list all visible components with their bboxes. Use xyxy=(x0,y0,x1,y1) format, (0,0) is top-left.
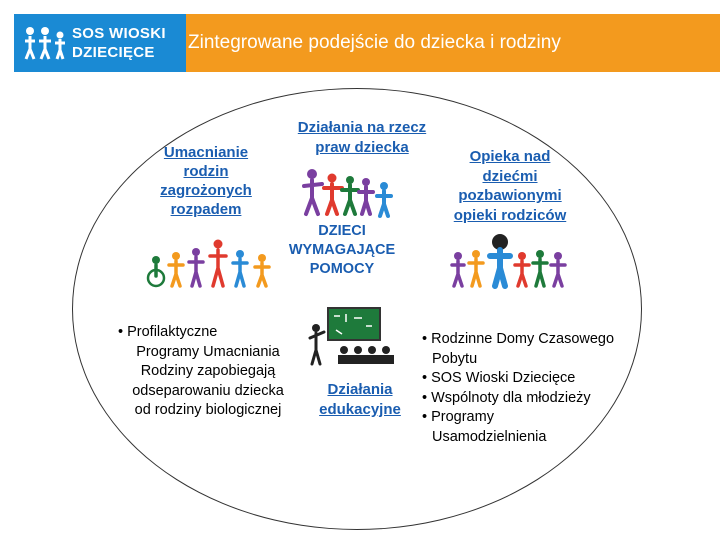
label-dzialania-edukacyjne: Działania edukacyjne xyxy=(319,381,401,418)
label-opieka-nad-dziecmi: Opieka nad dziećmi pozbawionymi opieki rodziców xyxy=(453,148,567,224)
logo-text-line2: DZIECIĘCE xyxy=(72,44,155,61)
page-title: Zintegrowane podejście do dziecka i rodziny xyxy=(188,32,561,53)
family-group-left-illustration xyxy=(148,238,274,288)
right-list-formy-opieki: • Rodzinne Domy Czasowego Pobytu • SOS Wioski Dziecięce • Wspólnoty dla młodzieży • Programy Usamodzielnienia xyxy=(422,331,615,445)
children-group-right-illustration xyxy=(450,232,568,288)
logo-text-line1: SOS WIOSKI xyxy=(72,25,166,42)
left-list-profilaktyczne: • Profilaktyczne Programy Umacniania Rodziny zapobiegają odseparowaniu dziecka od rodziny biologicznej xyxy=(118,324,284,418)
sos-logo xyxy=(14,14,186,72)
children-group-center-illustration xyxy=(300,168,400,220)
classroom-blackboard-illustration xyxy=(306,306,404,368)
label-dzieci-wymagajace-pomocy: DZIECI WYMAGAJĄCE POMOCY xyxy=(288,223,396,277)
label-prawa-dziecka: Działania na rzecz praw dziecka xyxy=(297,119,427,156)
label-umacnianie-rodzin: Umacnianie rodzin zagrożonych rozpadem xyxy=(160,144,252,218)
family-logo-icon xyxy=(22,25,68,61)
